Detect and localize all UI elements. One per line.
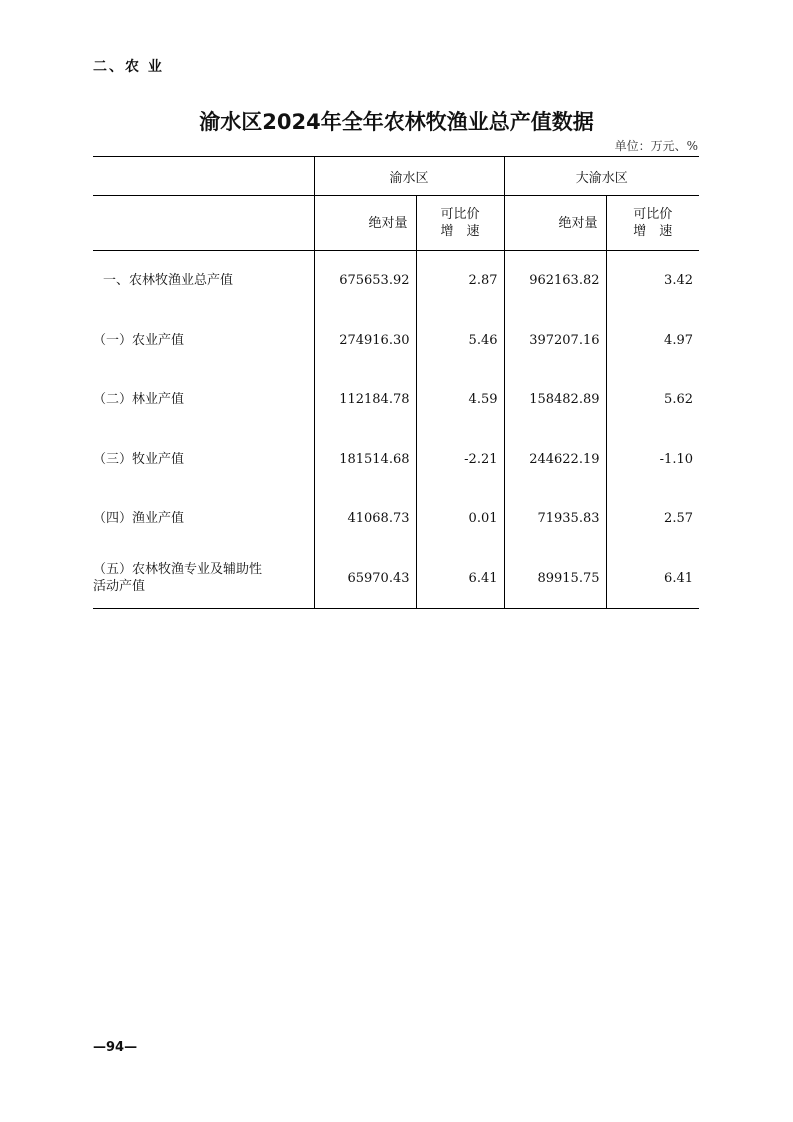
greater-yushui-abs-value: 89915.75 — [504, 549, 606, 609]
greater-yushui-growth-value: 6.41 — [606, 549, 699, 609]
yushui-abs-value: 65970.43 — [314, 549, 416, 609]
subheader-abs-2: 绝对量 — [504, 196, 606, 251]
unit-note: 单位：万元、% — [614, 139, 698, 153]
row-label — [93, 251, 314, 311]
yushui-abs-value: 112184.78 — [314, 370, 416, 430]
subheader-growth-1 — [416, 196, 504, 251]
subheader-blank-cell — [93, 196, 314, 251]
greater-yushui-growth-value: -1.10 — [606, 430, 699, 490]
table-row — [93, 549, 699, 609]
growth-line1: 可比价 — [440, 207, 480, 222]
page-title: 渝水区2024年全年农林牧渔业总产值数据 — [199, 110, 594, 134]
row-label-line1: （五）农林牧渔专业及辅助性 — [93, 562, 263, 578]
table-header-row — [93, 157, 699, 196]
row-label — [93, 430, 314, 490]
growth-line2: 增 速 — [440, 224, 480, 239]
row-label-line1: （二）林业产值 — [93, 392, 185, 408]
table-row — [93, 251, 699, 311]
page-number: —94— — [93, 1040, 138, 1055]
row-label-line1: （三）牧业产值 — [93, 451, 185, 467]
subheader-growth-2 — [606, 196, 699, 251]
greater-yushui-growth-value: 4.97 — [606, 311, 699, 371]
greater-yushui-growth-value: 5.62 — [606, 370, 699, 430]
section-heading: 二、农 业 — [93, 59, 164, 75]
growth-line1: 可比价 — [633, 207, 673, 222]
row-label-line2: 活动产值 — [93, 579, 146, 595]
yushui-growth-value: 6.41 — [416, 549, 504, 609]
yushui-abs-value: 274916.30 — [314, 311, 416, 371]
yushui-growth-value: -2.21 — [416, 430, 504, 490]
subheader-abs-1: 绝对量 — [314, 196, 416, 251]
greater-yushui-abs-value: 244622.19 — [504, 430, 606, 490]
header-blank-cell — [93, 157, 314, 196]
yushui-growth-value: 4.59 — [416, 370, 504, 430]
header-region-greater-yushui: 大渝水区 — [504, 157, 699, 196]
header-region-yushui: 渝水区 — [314, 157, 504, 196]
row-label — [93, 489, 314, 549]
table-row — [93, 370, 699, 430]
greater-yushui-growth-value: 2.57 — [606, 489, 699, 549]
output-value-table — [93, 156, 699, 609]
yushui-abs-value: 675653.92 — [314, 251, 416, 311]
table-subheader-row — [93, 196, 699, 251]
row-label-line1: （四）渔业产值 — [93, 511, 185, 527]
table-row — [93, 311, 699, 371]
row-label-line1: （一）农业产值 — [93, 332, 185, 348]
greater-yushui-abs-value: 962163.82 — [504, 251, 606, 311]
greater-yushui-abs-value: 158482.89 — [504, 370, 606, 430]
row-label — [93, 549, 314, 609]
yushui-abs-value: 181514.68 — [314, 430, 416, 490]
yushui-growth-value: 0.01 — [416, 489, 504, 549]
row-label-line1: 一、农林牧渔业总产值 — [103, 273, 234, 289]
greater-yushui-growth-value: 3.42 — [606, 251, 699, 311]
greater-yushui-abs-value: 397207.16 — [504, 311, 606, 371]
yushui-growth-value: 2.87 — [416, 251, 504, 311]
yushui-abs-value: 41068.73 — [314, 489, 416, 549]
table-row — [93, 489, 699, 549]
row-label — [93, 370, 314, 430]
row-label — [93, 311, 314, 371]
greater-yushui-abs-value: 71935.83 — [504, 489, 606, 549]
growth-line2: 增 速 — [633, 224, 673, 239]
yushui-growth-value: 5.46 — [416, 311, 504, 371]
table-row — [93, 430, 699, 490]
